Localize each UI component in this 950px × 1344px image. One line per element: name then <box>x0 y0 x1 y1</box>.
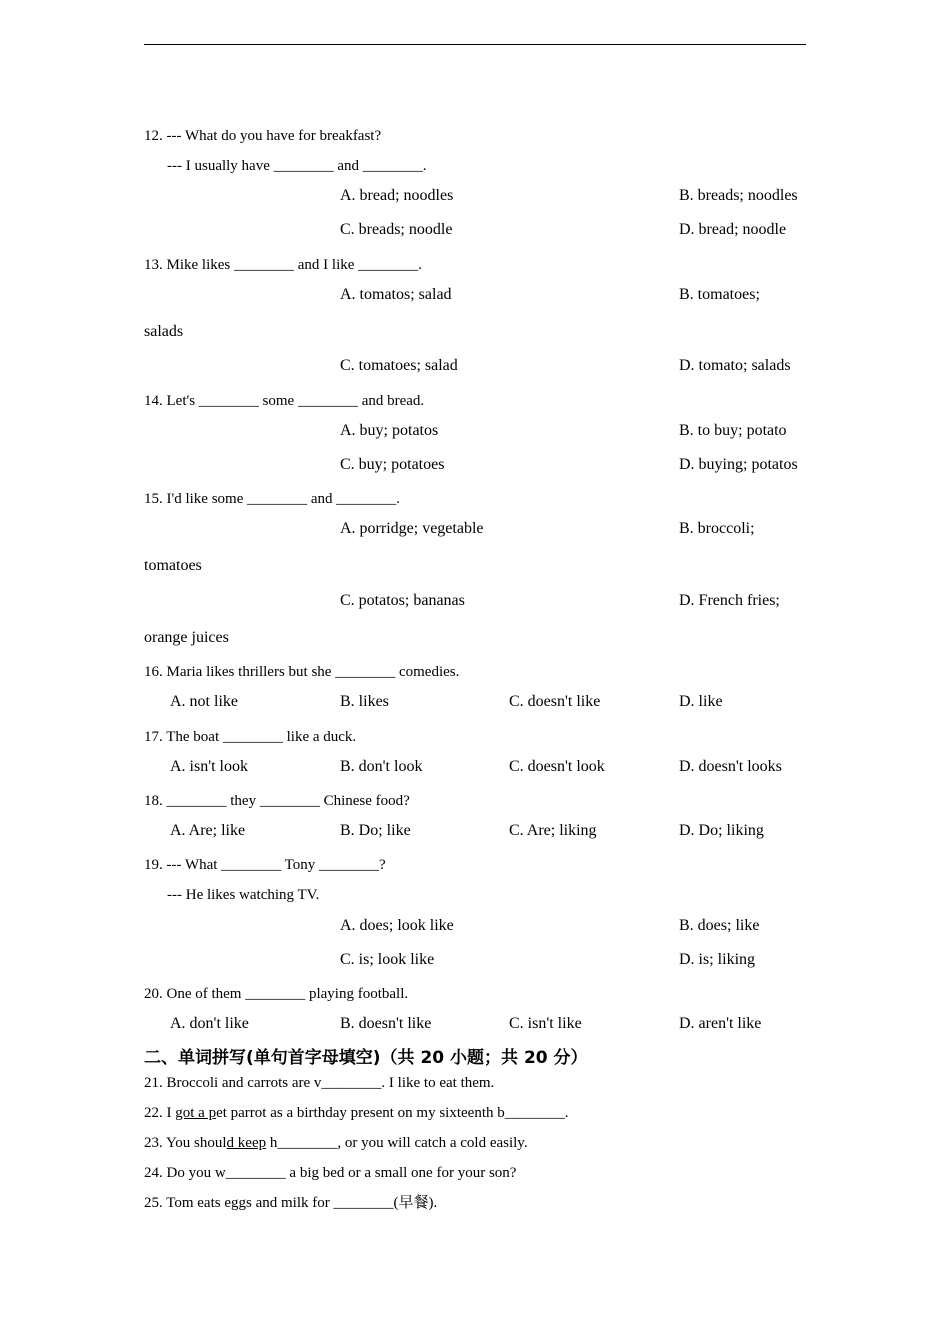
question-20-stem: 20. One of them ________ playing football. <box>144 986 409 1002</box>
question-13-option-c[interactable]: C. tomatoes; salad <box>340 357 458 374</box>
question-16-option-d[interactable]: D. like <box>679 693 723 710</box>
question-14-option-c[interactable]: C. buy; potatoes <box>340 456 445 473</box>
question-18-option-c[interactable]: C. Are; liking <box>509 822 597 839</box>
question-14-option-a[interactable]: A. buy; potatos <box>340 422 439 439</box>
question-22 <box>144 1104 569 1122</box>
question-17-option-c[interactable]: C. doesn't look <box>509 758 605 775</box>
question-14-stem: 14. Let's ________ some ________ and bread. <box>144 393 425 409</box>
section-2-heading: 二、单词拼写(单句首字母填空)（共 20 小题；共 20 分） <box>144 1048 588 1068</box>
question-19-option-c[interactable]: C. is; look like <box>340 951 435 968</box>
question-15-stem: 15. I'd like some ________ and ________. <box>144 491 401 507</box>
question-20-option-a[interactable]: A. don't like <box>170 1015 249 1032</box>
question-13-stem: 13. Mike likes ________ and I like ________. <box>144 257 422 273</box>
question-25: 25. Tom eats eggs and milk for ________(早餐). <box>144 1195 438 1211</box>
question-20-option-b[interactable]: B. doesn't like <box>340 1015 432 1032</box>
question-15-option-b[interactable]: B. broccoli; <box>679 520 755 537</box>
question-20-option-c[interactable]: C. isn't like <box>509 1015 582 1032</box>
question-13-option-b[interactable]: B. tomatoes; <box>679 286 760 303</box>
question-23-pre: 23. You shoul <box>144 1135 227 1151</box>
question-12-option-a[interactable]: A. bread; noodles <box>340 187 454 204</box>
question-13-option-a[interactable]: A. tomatos; salad <box>340 286 452 303</box>
question-19-option-a[interactable]: A. does; look like <box>340 917 454 934</box>
question-14-option-d[interactable]: D. buying; potatos <box>679 456 798 473</box>
question-23 <box>144 1134 528 1152</box>
question-23-post: h________, or you will catch a cold easily. <box>266 1135 528 1151</box>
question-12-option-c[interactable]: C. breads; noodle <box>340 221 453 238</box>
question-19-option-b[interactable]: B. does; like <box>679 917 760 934</box>
question-12-option-d[interactable]: D. bread; noodle <box>679 221 787 238</box>
question-17-stem: 17. The boat ________ like a duck. <box>144 729 357 745</box>
question-15-option-b-continued: tomatoes <box>144 557 202 574</box>
question-12-option-b[interactable]: B. breads; noodles <box>679 187 798 204</box>
question-17-option-d[interactable]: D. doesn't looks <box>679 758 782 775</box>
question-15-option-d-continued: orange juices <box>144 629 229 646</box>
question-15-option-d[interactable]: D. French fries; <box>679 592 780 609</box>
header-rule <box>144 44 806 45</box>
question-16-stem: 16. Maria likes thrillers but she ________ comedies. <box>144 664 460 680</box>
question-23-underlined: d keep <box>226 1135 267 1151</box>
question-12-stem-answer: --- I usually have ________ and ________. <box>167 158 427 174</box>
question-22-underlined: got a p <box>175 1105 217 1121</box>
question-12-stem: 12. --- What do you have for breakfast? <box>144 128 382 144</box>
question-16-option-b[interactable]: B. likes <box>340 693 389 710</box>
question-19-option-d[interactable]: D. is; liking <box>679 951 756 968</box>
question-17-option-b[interactable]: B. don't look <box>340 758 423 775</box>
question-24: 24. Do you w________ a big bed or a small one for your son? <box>144 1165 517 1181</box>
question-15-option-c[interactable]: C. potatos; bananas <box>340 592 465 609</box>
question-21: 21. Broccoli and carrots are v________. I like to eat them. <box>144 1075 495 1091</box>
question-15-option-a[interactable]: A. porridge; vegetable <box>340 520 484 537</box>
question-16-option-a[interactable]: A. not like <box>170 693 238 710</box>
question-16-option-c[interactable]: C. doesn't like <box>509 693 601 710</box>
question-20-option-d[interactable]: D. aren't like <box>679 1015 762 1032</box>
question-17-option-a[interactable]: A. isn't look <box>170 758 248 775</box>
question-22-pre: 22. I <box>144 1105 176 1121</box>
question-14-option-b[interactable]: B. to buy; potato <box>679 422 787 439</box>
question-18-option-a[interactable]: A. Are; like <box>170 822 246 839</box>
question-19-stem: 19. --- What ________ Tony ________? <box>144 857 386 873</box>
question-13-option-d[interactable]: D. tomato; salads <box>679 357 791 374</box>
question-13-option-b-continued: salads <box>144 323 184 340</box>
question-18-stem: 18. ________ they ________ Chinese food? <box>144 793 410 809</box>
question-18-option-b[interactable]: B. Do; like <box>340 822 411 839</box>
question-18-option-d[interactable]: D. Do; liking <box>679 822 764 839</box>
question-22-post: et parrot as a birthday present on my sixteenth b________. <box>216 1105 569 1121</box>
question-19-stem-answer: --- He likes watching TV. <box>167 887 320 903</box>
